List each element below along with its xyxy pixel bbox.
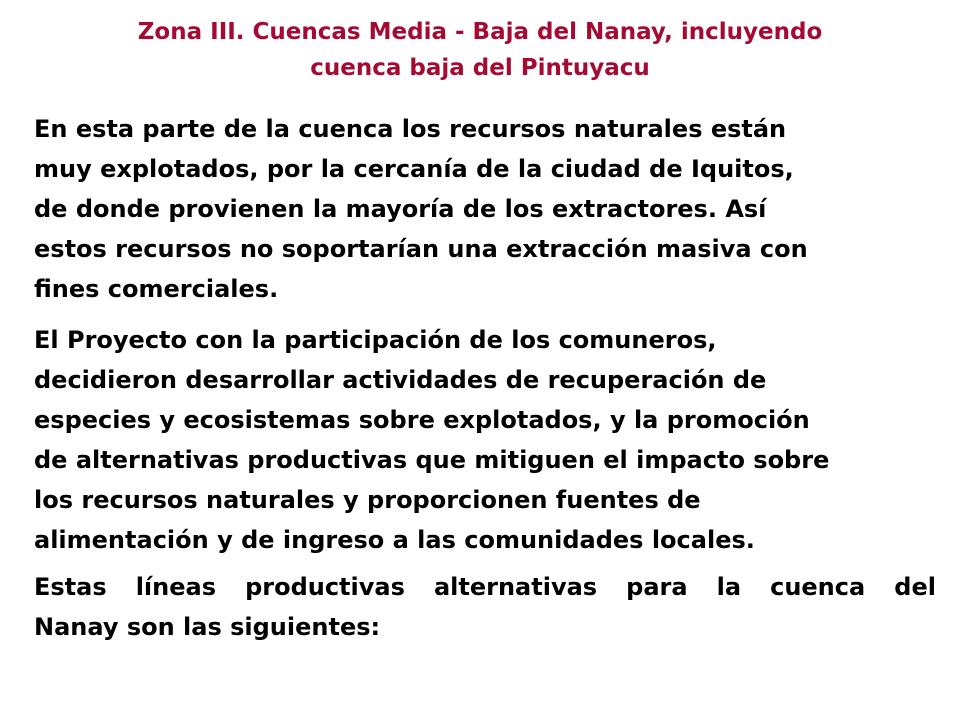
justified-word: para [626, 573, 688, 601]
justified-word: productivas [245, 573, 405, 601]
paragraph-3-line-1 [34, 567, 936, 607]
paragraph-2-line-1: El Proyecto con la participación de los comuneros, [34, 326, 717, 354]
justified-word: alternativas [433, 573, 598, 601]
paragraph-2 [34, 320, 829, 560]
paragraph-1-line-3: de donde provienen la mayoría de los extractores. Así [34, 195, 767, 223]
paragraph-3-line-2: Nanay son las siguientes: [34, 613, 381, 641]
paragraph-2-line-3: especies y ecosistemas sobre explotados, y la promoción [34, 406, 810, 434]
justified-word: líneas [135, 573, 216, 601]
justified-word: la [716, 573, 742, 601]
paragraph-1 [34, 109, 808, 309]
justified-word: Estas [34, 573, 107, 601]
paragraph-1-line-4: estos recursos no soportarían una extracción masiva con [34, 235, 808, 263]
paragraph-1-line-2: muy explotados, por la cercanía de la ciudad de Iquitos, [34, 155, 794, 183]
paragraph-2-line-4: de alternativas productivas que mitiguen el impacto sobre [34, 446, 830, 474]
paragraph-2-line-2: decidieron desarrollar actividades de recuperación de [34, 366, 767, 394]
slide-title-line-1: Zona III. Cuencas Media - Baja del Nanay, incluyendo [137, 19, 823, 45]
paragraph-1-line-5: fines comerciales. [34, 275, 279, 303]
paragraph-2-line-6: alimentación y de ingreso a las comunidades locales. [34, 526, 755, 554]
justified-word: del [894, 573, 936, 601]
paragraph-3 [34, 567, 936, 647]
paragraph-1-line-1: En esta parte de la cuenca los recursos naturales están [34, 115, 787, 143]
paragraph-2-line-5: los recursos naturales y proporcionen fuentes de [34, 486, 701, 514]
slide-title [40, 14, 920, 86]
justified-word: cuenca [770, 573, 866, 601]
slide-title-line-2: cuenca baja del Pintuyacu [310, 55, 650, 81]
